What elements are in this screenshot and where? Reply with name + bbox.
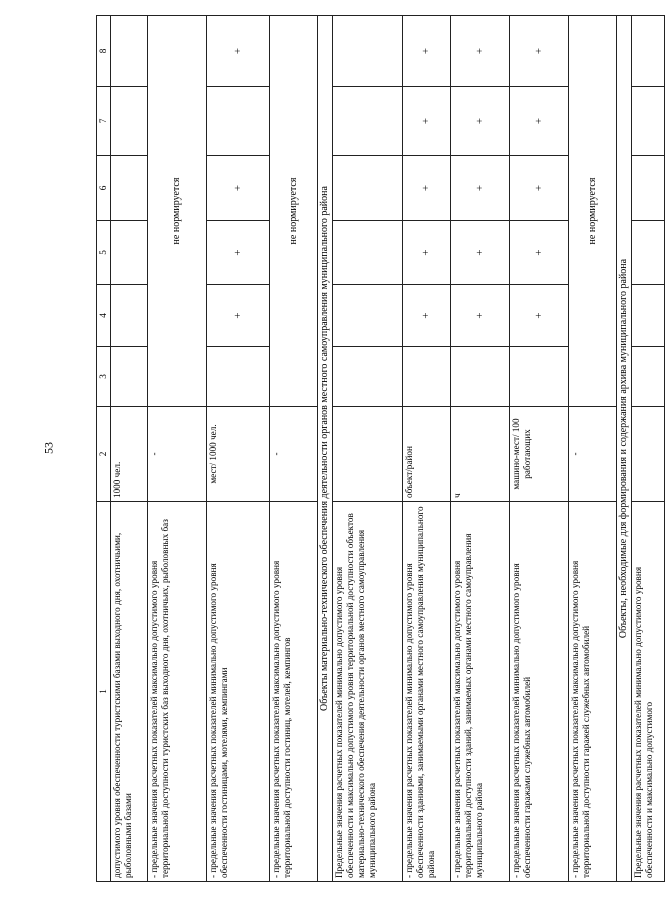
- value-cell: +: [403, 87, 451, 156]
- value-cell: [451, 347, 510, 407]
- column-header: 3: [97, 347, 111, 407]
- value-cell: [333, 347, 403, 407]
- value-cell: +: [207, 156, 270, 221]
- value-cell: +: [451, 87, 510, 156]
- value-cell: [333, 16, 403, 87]
- column-header: 7: [97, 87, 111, 156]
- value-cell: [111, 347, 148, 407]
- unit-cell: -: [270, 407, 318, 502]
- indicator-text: Предельные значения расчетных показателей минимально допустимого уровня обеспеченности и максимально допустимого: [632, 502, 665, 882]
- value-cell: [111, 285, 148, 347]
- value-cell: +: [451, 156, 510, 221]
- indicator-text: - предельные значения расчетных показателей минимально допустимого уровня обеспеченности гаражами служебных автомобилей: [510, 502, 569, 882]
- table-row: [333, 16, 403, 882]
- table-row: [111, 16, 148, 882]
- table-row: [632, 16, 665, 882]
- not-regulated-cell: не нормируется: [270, 16, 318, 407]
- value-cell: [111, 16, 148, 87]
- value-cell: [333, 285, 403, 347]
- section-row: [617, 16, 632, 882]
- rotated-table-wrapper: [96, 16, 654, 882]
- value-cell: +: [403, 16, 451, 87]
- value-cell: +: [510, 16, 569, 87]
- indicator-text: - предельные значения расчетных показателей максимально допустимого уровня территориальной доступности гостиниц, мотелей, кемпингов: [270, 502, 318, 882]
- unit-cell: -: [569, 407, 617, 502]
- unit-cell: 1000 чел.: [111, 407, 148, 502]
- section-title: Объекты материально-технического обеспечения деятельности органов местного самоуправления муниципального района: [318, 16, 333, 882]
- unit-cell: мест/ 1000 чел.: [207, 407, 270, 502]
- column-header: 1: [97, 502, 111, 882]
- value-cell: [333, 156, 403, 221]
- table-row: [207, 16, 270, 882]
- indicator-text: допустимого уровня обеспеченности туристскими базами выходного дня, охотничьими, рыболовными базами: [111, 502, 148, 882]
- column-header: 4: [97, 285, 111, 347]
- value-cell: +: [403, 285, 451, 347]
- indicator-text: - предельные значения расчетных показателей максимально допустимого уровня территориальной доступности зданий, занимаемых органами местного самоуправления муниципального района: [451, 502, 510, 882]
- indicator-text: - предельные значения расчетных показателей максимально допустимого уровня территориальной доступности туристских баз выходного дня, охотничьих, рыболовных баз: [148, 502, 207, 882]
- value-cell: [632, 16, 665, 87]
- table-row: [270, 16, 318, 882]
- value-cell: +: [403, 156, 451, 221]
- value-cell: [111, 221, 148, 285]
- value-cell: [632, 285, 665, 347]
- value-cell: [111, 87, 148, 156]
- value-cell: [403, 347, 451, 407]
- unit-cell: [333, 407, 403, 502]
- value-cell: [632, 221, 665, 285]
- header-row: [97, 16, 111, 882]
- table-row: [569, 16, 617, 882]
- table-row: [148, 16, 207, 882]
- unit-cell: объект/район: [403, 407, 451, 502]
- indicator-text: - предельные значения расчетных показателей минимально допустимого уровня обеспеченности зданиями, занимаемыми органами местного самоуправления муниципального района: [403, 502, 451, 882]
- value-cell: [333, 221, 403, 285]
- table-row: [403, 16, 451, 882]
- value-cell: +: [510, 87, 569, 156]
- value-cell: [632, 156, 665, 221]
- column-header: 8: [97, 16, 111, 87]
- table-row: [510, 16, 569, 882]
- column-header: 5: [97, 221, 111, 285]
- column-header: 6: [97, 156, 111, 221]
- value-cell: +: [207, 221, 270, 285]
- value-cell: +: [207, 285, 270, 347]
- value-cell: [510, 347, 569, 407]
- value-cell: [207, 347, 270, 407]
- column-header: 2: [97, 407, 111, 502]
- value-cell: +: [510, 156, 569, 221]
- unit-cell: ч: [451, 407, 510, 502]
- standards-table: [96, 15, 665, 882]
- value-cell: +: [403, 221, 451, 285]
- value-cell: [632, 87, 665, 156]
- value-cell: +: [451, 221, 510, 285]
- value-cell: +: [510, 221, 569, 285]
- unit-cell: машино-мест/ 100 работающих: [510, 407, 569, 502]
- section-title: Объекты, необходимые для формирования и содержания архива муниципального района: [617, 16, 632, 882]
- value-cell: +: [451, 285, 510, 347]
- not-regulated-cell: не нормируется: [569, 16, 617, 407]
- not-regulated-cell: не нормируется: [148, 16, 207, 407]
- unit-cell: [632, 407, 665, 502]
- value-cell: +: [510, 285, 569, 347]
- section-row: [318, 16, 333, 882]
- value-cell: [333, 87, 403, 156]
- value-cell: +: [207, 16, 270, 87]
- value-cell: [111, 156, 148, 221]
- indicator-text: - предельные значения расчетных показателей минимально допустимого уровня обеспеченности гостиницами, мотелями, кемпингами: [207, 502, 270, 882]
- indicator-text: Предельные значения расчетных показателей минимально допустимого уровня обеспеченности и максимально допустимого уровня территориальной доступности объектов материально-технического обеспечения деятельности органов местного самоуправления муниципального района: [333, 502, 403, 882]
- value-cell: [632, 347, 665, 407]
- indicator-text: - предельные значения расчетных показателей максимально допустимого уровня территориальной доступности гаражей служебных автомобилей: [569, 502, 617, 882]
- value-cell: +: [451, 16, 510, 87]
- value-cell: [207, 87, 270, 156]
- unit-cell: -: [148, 407, 207, 502]
- table-row: [451, 16, 510, 882]
